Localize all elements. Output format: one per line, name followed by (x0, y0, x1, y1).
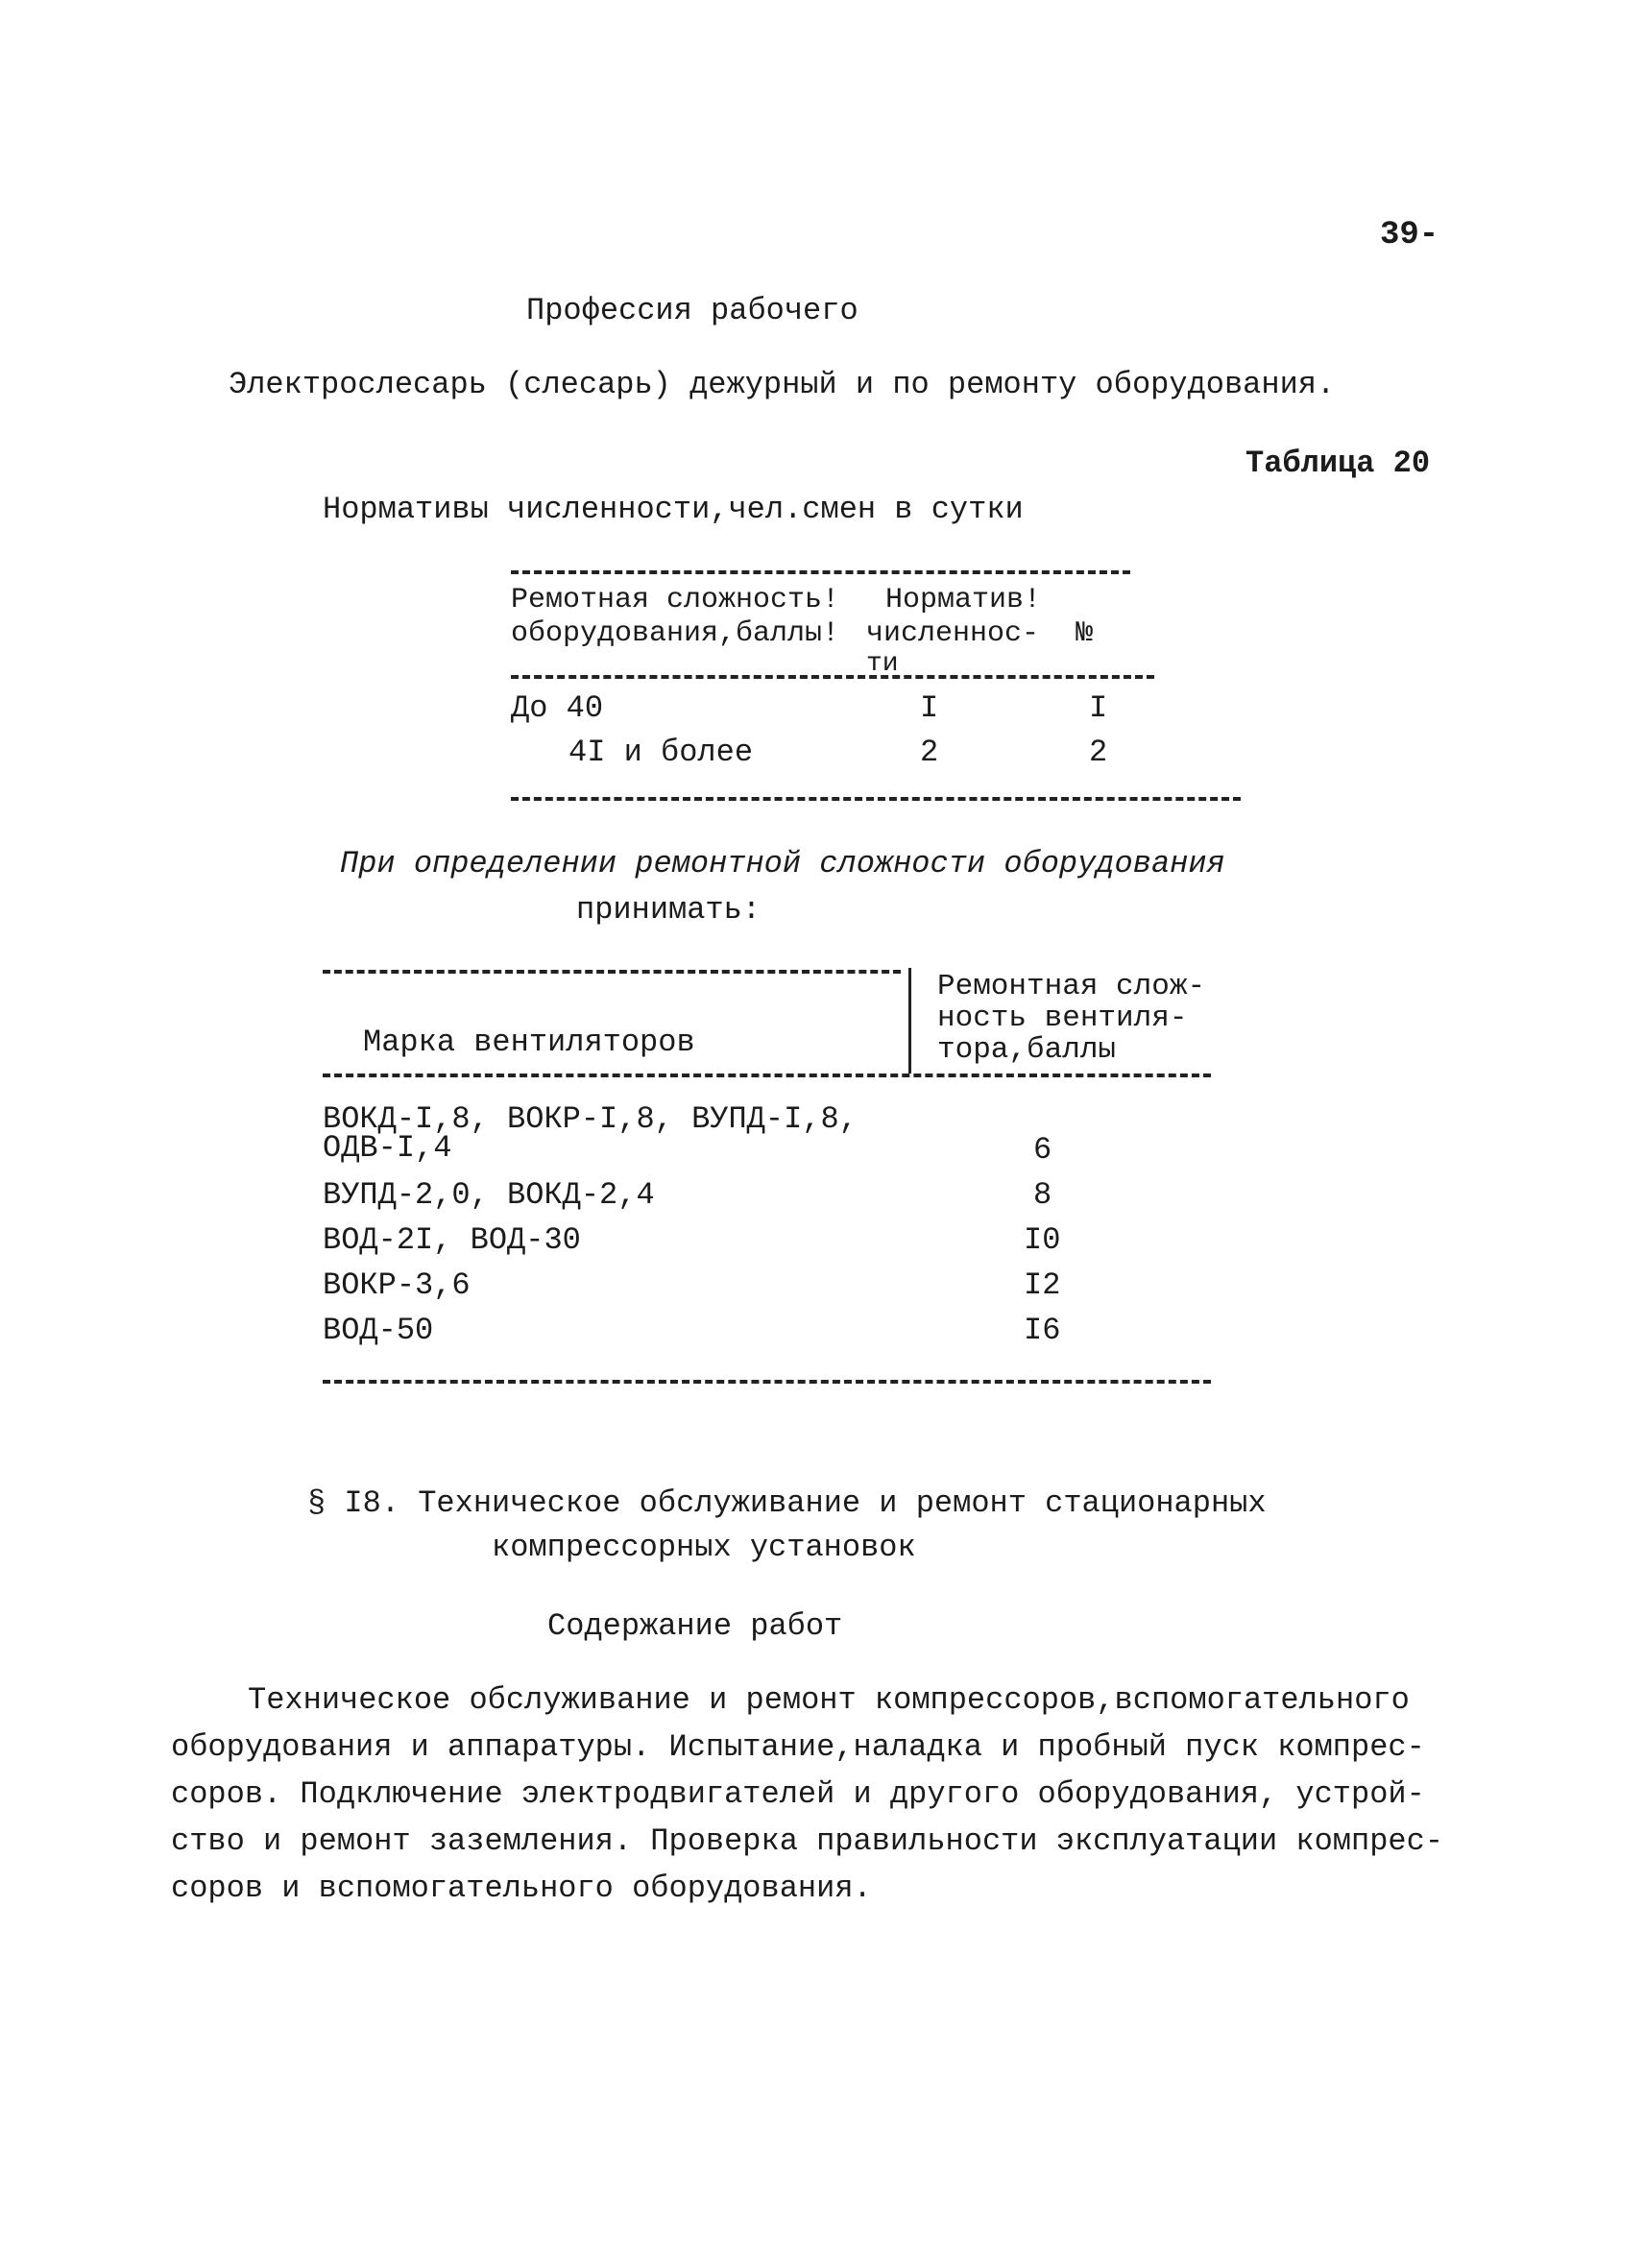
header-complexity-line1: Ремотная сложность! (511, 584, 840, 616)
paragraph-line4: ство и ремонт заземления. Проверка правильности эксплуатации компрес- (171, 1823, 1444, 1859)
paragraph-line2: оборудования и аппаратуры. Испытание,наладка и пробный пуск компрес- (171, 1729, 1425, 1765)
table-title: Нормативы численности,чел.смен в сутки (323, 492, 1024, 527)
note-line2: принимать: (576, 892, 762, 928)
header-norm-line3: ти (866, 649, 899, 679)
fan-row5-value: I6 (1024, 1313, 1061, 1348)
row2-complexity: 4I и более (568, 735, 754, 770)
fan-row5-brand: ВОД-50 (323, 1313, 434, 1348)
fan-row2-brand: ВУПД-2,0, ВОКД-2,4 (323, 1177, 655, 1213)
table-top-rule (511, 570, 1130, 574)
fan-table-top-rule (323, 970, 901, 974)
fan-table-column-divider (908, 968, 911, 1074)
table-label: Таблица 20 (1245, 446, 1431, 481)
work-content-heading: Содержание работ (547, 1608, 843, 1644)
paragraph-line3: соров. Подключение электродвигателей и другого оборудования, устрой- (171, 1776, 1425, 1812)
section-title-line1: § I8. Техническое обслуживание и ремонт стационарных (307, 1485, 1267, 1521)
header-number: № (1076, 617, 1094, 650)
fan-row3-value: I0 (1024, 1222, 1061, 1258)
fan-row1-brand-line2: ОДВ-I,4 (323, 1130, 452, 1166)
fan-table-header-rule (323, 1074, 1211, 1077)
row2-number: 2 (1089, 735, 1108, 770)
row1-norm: I (920, 690, 939, 726)
row2-norm: 2 (920, 735, 939, 770)
fan-row4-value: I2 (1024, 1267, 1061, 1303)
note-line1: При определении ремонтной сложности оборудования (340, 846, 1225, 881)
fan-row3-brand: ВОД-2I, ВОД-30 (323, 1222, 581, 1258)
profession-heading: Профессия рабочего (526, 293, 858, 328)
paragraph-line5: соров и вспомогательного оборудования. (171, 1870, 872, 1906)
row1-number: I (1089, 690, 1108, 726)
header-repair-line1: Ремонтная слож- (937, 970, 1206, 1003)
fan-row1-value: 6 (1033, 1132, 1052, 1168)
header-complexity-line2: оборудования,баллы! (511, 617, 840, 650)
fan-row1-brand-line1: ВОКД-I,8, ВОКР-I,8, ВУПД-I,8, (323, 1101, 858, 1137)
row1-complexity: До 40 (511, 690, 604, 726)
fan-table-bottom-rule (323, 1380, 1211, 1384)
header-repair-line2: ность вентиля- (937, 1001, 1188, 1035)
header-repair-line3: тора,баллы (937, 1033, 1117, 1067)
fan-row2-value: 8 (1033, 1177, 1052, 1213)
page-number: 39- (1380, 217, 1439, 253)
header-norm-line2: численнос- (866, 617, 1040, 650)
section-title-line2: компрессорных установок (492, 1530, 916, 1565)
fan-row4-brand: ВОКР-3,6 (323, 1267, 471, 1303)
header-norm-line1: Норматив! (885, 584, 1042, 616)
header-fan-brand: Марка вентиляторов (363, 1025, 695, 1060)
paragraph-line1: Техническое обслуживание и ремонт компрессоров,вспомогательного (248, 1682, 1410, 1718)
table-bottom-rule (511, 797, 1241, 801)
profession-name: Электрослесарь (слесарь) дежурный и по ремонту оборудования. (229, 367, 1336, 402)
header-bottom-rule (511, 675, 1154, 679)
